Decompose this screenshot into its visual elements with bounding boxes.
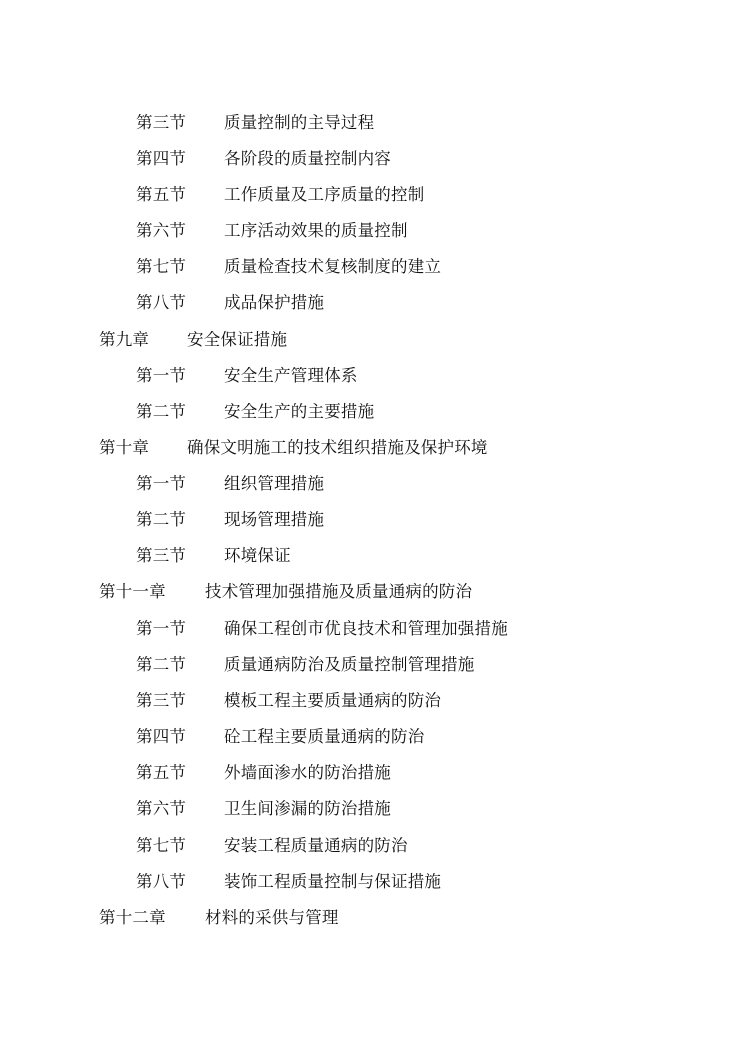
section-title: 质量检查技术复核制度的建立 bbox=[224, 257, 442, 276]
chapter-number: 第十一章 bbox=[99, 582, 166, 601]
section-number: 第五节 bbox=[136, 185, 187, 204]
section-title: 安装工程质量通病的防治 bbox=[224, 836, 408, 855]
section-number: 第六节 bbox=[136, 221, 187, 240]
section-number: 第八节 bbox=[136, 293, 187, 312]
section-number: 第三节 bbox=[136, 691, 187, 710]
section-title: 各阶段的质量控制内容 bbox=[224, 149, 391, 168]
section-number: 第五节 bbox=[136, 763, 187, 782]
section-title: 砼工程主要质量通病的防治 bbox=[224, 727, 425, 746]
section-number: 第一节 bbox=[136, 366, 187, 385]
chapter-title: 安全保证措施 bbox=[187, 330, 288, 349]
section-title: 安全生产管理体系 bbox=[224, 366, 358, 385]
section-title: 卫生间渗漏的防治措施 bbox=[224, 799, 391, 818]
section-title: 现场管理措施 bbox=[224, 510, 325, 529]
section-title: 外墙面渗水的防治措施 bbox=[224, 763, 391, 782]
chapter-number: 第十章 bbox=[99, 438, 150, 457]
section-number: 第三节 bbox=[136, 546, 187, 565]
section-number: 第七节 bbox=[136, 836, 187, 855]
section-title: 工作质量及工序质量的控制 bbox=[224, 185, 425, 204]
section-number: 第四节 bbox=[136, 149, 187, 168]
section-number: 第四节 bbox=[136, 727, 187, 746]
section-number: 第二节 bbox=[136, 402, 187, 421]
section-number: 第二节 bbox=[136, 655, 187, 674]
chapter-number: 第九章 bbox=[99, 330, 150, 349]
section-title: 模板工程主要质量通病的防治 bbox=[224, 691, 442, 710]
section-number: 第七节 bbox=[136, 257, 187, 276]
section-title: 组织管理措施 bbox=[224, 474, 325, 493]
section-title: 质量通病防治及质量控制管理措施 bbox=[224, 655, 475, 674]
chapter-title: 确保文明施工的技术组织措施及保护环境 bbox=[187, 438, 488, 457]
section-number: 第一节 bbox=[136, 474, 187, 493]
section-title: 质量控制的主导过程 bbox=[224, 113, 375, 132]
chapter-number: 第十二章 bbox=[99, 908, 166, 927]
section-number: 第一节 bbox=[136, 619, 187, 638]
section-number: 第六节 bbox=[136, 799, 187, 818]
section-title: 环境保证 bbox=[224, 546, 291, 565]
section-title: 装饰工程质量控制与保证措施 bbox=[224, 872, 442, 891]
section-title: 安全生产的主要措施 bbox=[224, 402, 375, 421]
section-number: 第三节 bbox=[136, 113, 187, 132]
chapter-title: 技术管理加强措施及质量通病的防治 bbox=[205, 582, 473, 601]
section-title: 成品保护措施 bbox=[224, 293, 325, 312]
section-number: 第二节 bbox=[136, 510, 187, 529]
chapter-title: 材料的采供与管理 bbox=[205, 908, 339, 927]
section-title: 确保工程创市优良技术和管理加强措施 bbox=[224, 619, 508, 638]
section-number: 第八节 bbox=[136, 872, 187, 891]
section-title: 工序活动效果的质量控制 bbox=[224, 221, 408, 240]
